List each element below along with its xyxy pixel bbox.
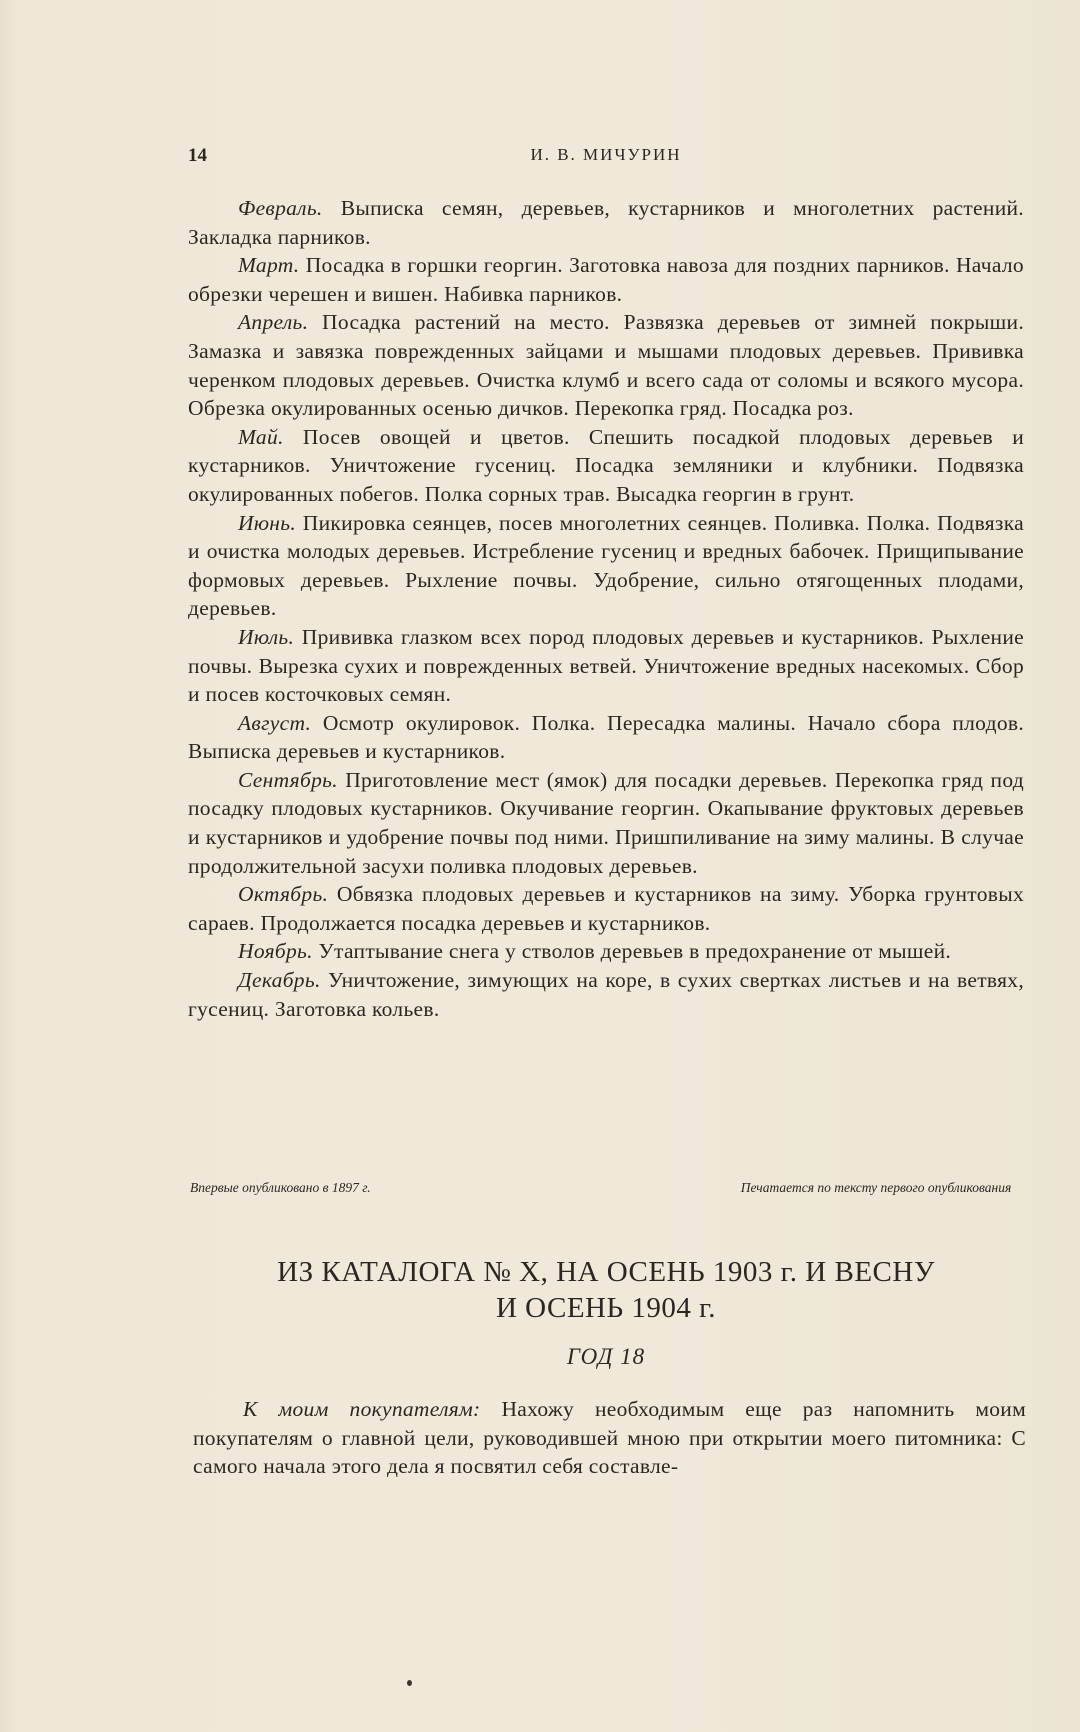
- source-text-note: Печатается по тексту первого опубликования: [740, 1180, 1012, 1195]
- entry-text: Посев овощей и цветов. Спешить посадкой плодовых деревьев и кустарников. Уничтожение гусениц. Посадка земляники и клубники. Подвязка окулированных побегов. Полка сорных трав. Высадка георгин в грунт.: [188, 424, 1024, 506]
- calendar-entry-november: [188, 937, 1024, 966]
- calendar-entry-april: [188, 308, 1024, 422]
- month-label: Сентябрь.: [238, 767, 338, 792]
- intro-paragraph: [193, 1395, 1026, 1481]
- entry-text: Пикировка сеянцев, посев многолетних сеянцев. Поливка. Полка. Подвязка и очистка молодых деревьев. Истребление гусениц и вредных бабочек. Прищипывание формовых деревьев. Рыхление почвы. Удобрение, сильно отягощенных плодами, деревьев.: [188, 510, 1024, 621]
- entry-text: Осмотр окулировок. Полка. Пересадка малины. Начало сбора плодов. Выписка деревьев и кустарников.: [188, 710, 1024, 764]
- calendar-entry-march: [188, 251, 1024, 308]
- publication-notes: [190, 1180, 1026, 1230]
- entry-text: Прививка глазком всех пород плодовых деревьев и кустарников. Рыхление почвы. Вырезка сухих и поврежденных ветвей. Уничтожение вредных насекомых. Сбор и посев косточковых семян.: [188, 624, 1024, 707]
- catalog-heading-line-1: ИЗ КАТАЛОГА № X, НА ОСЕНЬ 1903 г. И ВЕСНУ: [277, 1256, 935, 1288]
- month-label: Февраль.: [238, 196, 323, 220]
- entry-text: Посадка растений на место. Развязка деревьев от зимней покрыши. Замазка и завязка поврежденных зайцами и мышами плодовых деревьев. Прививка черенком плодовых деревьев. Очистка клумб и всего сада от соломы и всякого мусора. Обрезка окулированных осенью дичков. Перекопка гряд. Посадка роз.: [188, 310, 1024, 421]
- entry-text: Уничтожение, зимующих на коре, в сухих свертках листьев и на ветвях, гусениц. Заготовка кольев.: [188, 968, 1024, 1021]
- entry-text: Посадка в горшки георгин. Заготовка навоза для поздних парников. Начало обрезки черешен и вишен. Набивка парников.: [188, 253, 1024, 306]
- month-label: Май.: [238, 424, 284, 449]
- calendar-entry-december: [188, 966, 1024, 1023]
- calendar-entry-may: [188, 423, 1024, 509]
- page-header: [188, 145, 1024, 171]
- month-label: Июль.: [238, 624, 295, 649]
- ink-speck: [407, 1680, 412, 1686]
- month-label: Декабрь.: [238, 968, 321, 993]
- catalog-year: ГОД 18: [566, 1344, 646, 1369]
- month-label: Октябрь.: [238, 882, 329, 907]
- calendar-entry-june: [188, 509, 1024, 623]
- calendar-entry-september: [188, 766, 1024, 880]
- running-title: И. В. МИЧУРИН: [530, 145, 682, 164]
- calendar-entry-july: [188, 623, 1024, 709]
- entry-text: Обвязка плодовых деревьев и кустарников на зиму. Уборка грунтовых сараев. Продолжается посадка деревьев и кустарников.: [188, 882, 1024, 935]
- intro-label: К моим покупателям:: [243, 1397, 481, 1421]
- calendar-entry-february: [188, 194, 1024, 251]
- month-label: Апрель.: [238, 310, 309, 335]
- month-label: Март.: [238, 253, 300, 278]
- intro-text: Нахожу необходимым еще раз напомнить моим покупателям о главной цели, руководившей мною при открытии моего питомника: С самого начала этого дела я посвятил себя составле-: [193, 1397, 1026, 1479]
- entry-text: Утаптывание снега у стволов деревьев в предохранение от мышей.: [312, 939, 952, 964]
- first-published-note: Впервые опубликовано в 1897 г.: [190, 1180, 371, 1195]
- entry-text: Выписка семян, деревьев, кустарников и многолетних растений. Закладка парников.: [188, 196, 1024, 249]
- catalog-heading: [188, 1254, 1024, 1326]
- calendar-entry-october: [188, 880, 1024, 937]
- calendar-text: [188, 194, 1024, 1023]
- month-label: Август.: [238, 710, 312, 735]
- page-number: 14: [188, 145, 207, 166]
- calendar-entry-august: [188, 709, 1024, 766]
- entry-text: Приготовление мест (ямок) для посадки деревьев. Перекопка гряд под посадку плодовых кустарников. Окучивание георгин. Окапывание фруктовых деревьев и кустарников и удобрение почвы под ними. Пришпиливание на зиму малины. В случае продолжительной засухи поливка плодовых деревьев.: [188, 767, 1024, 878]
- month-label: Ноябрь.: [238, 939, 313, 964]
- month-label: Июнь.: [238, 510, 297, 535]
- catalog-intro: [193, 1395, 1026, 1481]
- catalog-heading-line-2: И ОСЕНЬ 1904 г.: [495, 1292, 716, 1324]
